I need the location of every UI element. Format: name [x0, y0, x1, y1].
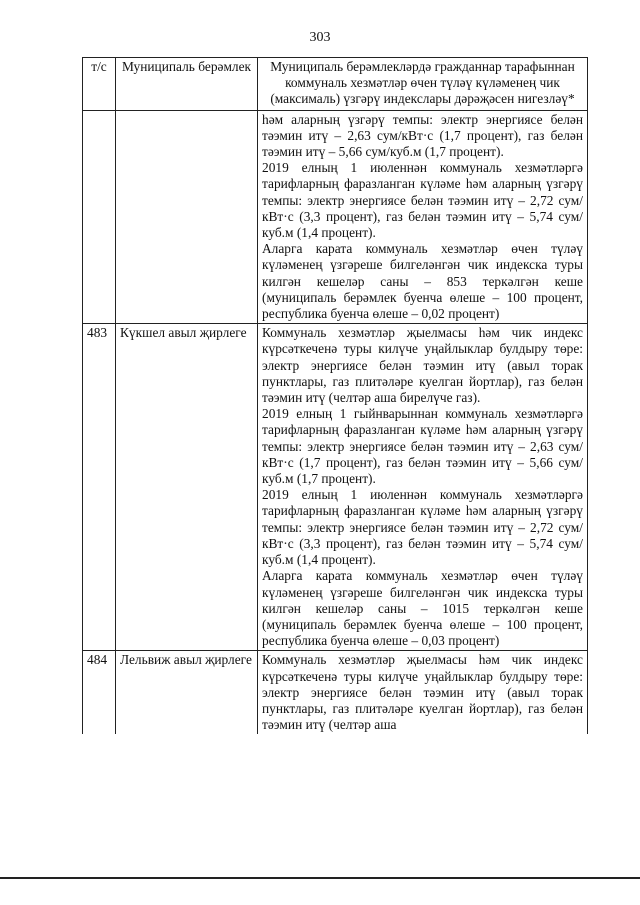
paragraph: Аларга карата коммуналь хезмәтләр өчен түләү күләменең үзгәреше билгеләнгән чик индекска туры килгән кешеләр саны – 1015 теркәлгән кеше (муниципаль берәмлек буенча өлеше – 100 процент, республика буенча өлеше – 0,03 процент): [262, 568, 583, 649]
row-description: [258, 324, 588, 651]
header-num: т/с: [83, 58, 116, 111]
table-row: [83, 324, 588, 651]
row-municipality: [116, 110, 258, 324]
paragraph: Коммуналь хезмәтләр җыелмасы һәм чик индекс күрсәткеченә туры килүче уңайлыклар булдыру төре: электр энергиясе белән тәэмин итү (авыл торак пунктлары, газ плитәләре куелган йортлар), газ белән тәэмин итү (челтәр аша: [262, 652, 583, 733]
row-municipality: Күкшел авыл җирлеге: [116, 324, 258, 651]
row-number: 484: [83, 651, 116, 735]
page-number: 303: [309, 30, 331, 45]
paragraph: Аларга карата коммуналь хезмәтләр өчен түләү күләменең үзгәреше билгеләнгән чик индекска туры килгән кешеләр саны – 853 теркәлгән кеше (муниципаль берәмлек буенча өлеше – 100 процент, республика буенча өлеше – 0,02 процент): [262, 241, 583, 322]
tariff-index-table: [82, 57, 588, 734]
table-header-row: [83, 58, 588, 111]
scan-edge-line: [0, 877, 640, 879]
paragraph: һәм аларның үзгәрү темпы: электр энергиясе белән тәэмин итү – 2,63 сум/кВт·с (1,7 процент), газ белән тәэмин итү – 5,66 сум/куб.м (1,7 процент).: [262, 111, 583, 160]
paragraph: Коммуналь хезмәтләр җыелмасы һәм чик индекс күрсәткеченә туры килүче уңайлыклар булдыру төре: электр энергиясе белән тәэмин итү (авыл торак пунктлары, газ плитәләре куелган йортлар), газ белән тәэмин итү (челтәр аша бирелүче газ).: [262, 325, 583, 406]
row-number: [83, 110, 116, 324]
row-description: [258, 651, 588, 735]
paragraph: 2019 елның 1 гыйнварыннан коммуналь хезмәтләргә тарифларның фаразланган күләме һәм аларның үзгәрү темпы: электр энергиясе белән тәэмин итү – 2,63 сум/кВт·с (1,7 процент), газ белән тәэмин итү – 5,66 сум/куб.м (1,7 процент).: [262, 406, 583, 487]
paragraph: 2019 елның 1 июленнән коммуналь хезмәтләргә тарифларның фаразланган күләме һәм аларның үзгәрү темпы: электр энергиясе белән тәэмин итү – 2,72 сум/кВт·с (3,3 процент), газ белән тәэмин итү – 5,74 сум/куб.м (1,4 процент).: [262, 160, 583, 241]
paragraph: 2019 елның 1 июленнән коммуналь хезмәтләргә тарифларның фаразланган күләме һәм аларның үзгәрү темпы: электр энергиясе белән тәэмин итү – 2,72 сум/кВт·с (3,3 процент), газ белән тәэмин итү – 5,74 сум/куб.м (1,4 процент).: [262, 487, 583, 568]
row-number: 483: [83, 324, 116, 651]
table-row: [83, 651, 588, 735]
row-description: [258, 110, 588, 324]
row-municipality: Лельвиж авыл җирлеге: [116, 651, 258, 735]
header-indices: Муниципаль берәмлекләрдә гражданнар тарафыннан коммуналь хезмәтләр өчен түләү күләменең чик (максималь) үзгәрү индекслары дәрәҗәсен нигезләү*: [258, 58, 588, 111]
table-row: [83, 110, 588, 324]
header-municipality: Муниципаль берәмлек: [116, 58, 258, 111]
